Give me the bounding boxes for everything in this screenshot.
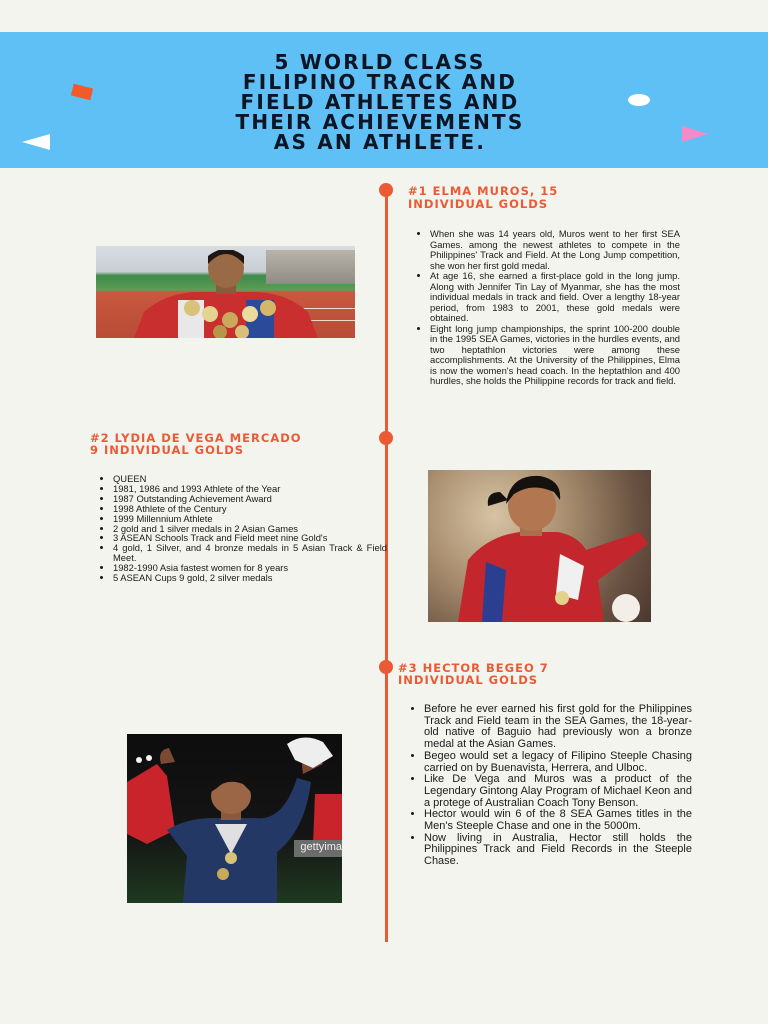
confetti-triangle-icon <box>22 134 50 150</box>
list-item: • Begeo would set a legacy of Filipino Steeple Chasing carried on by Buenavista, Herrera, and Ulboc. <box>424 751 692 774</box>
confetti-triangle-icon <box>682 126 708 142</box>
list-item: • 3 ASEAN Schools Track and Field meet nine Gold's <box>113 533 387 543</box>
title-banner <box>0 32 768 168</box>
list-item: • 5 ASEAN Cups 9 gold, 2 silver medals <box>113 573 387 583</box>
list-item: • Before he ever earned his first gold for the Philippines Track and Field team in the SEA Games, the 18-year-old native of Baguio had previously won a bronze medal at the Asian Games. <box>424 704 692 751</box>
list-item: • 4 gold, 1 Silver, and 4 bronze medals in 5 Asian Track & Field Meet. <box>113 543 387 563</box>
athlete-bullets-lydia-de-vega <box>97 474 387 583</box>
celebrating-athlete-icon <box>127 734 342 903</box>
list-item: • QUEEN <box>113 474 387 484</box>
list-item: • When she was 14 years old, Muros went to her first SEA Games. among the newest athletes to compete in the Philippines' Track and Field. At the Long Jump competition, she won her first gold medal. <box>430 229 680 271</box>
athlete-bullets-elma-muros <box>414 229 680 387</box>
list-item: • Now living in Australia, Hector still holds the Philippines Track and Field Records in the Steeple Chase. <box>424 833 692 868</box>
athlete-heading-lydia-de-vega: #2 LYDIA DE VEGA MERCADO 9 INDIVIDUAL GOLDS <box>90 431 302 457</box>
athlete-heading-hector-begeo: #3 HECTOR BEGEO 7 INDIVIDUAL GOLDS <box>398 661 549 687</box>
smiling-athlete-icon <box>428 470 651 622</box>
photo-hector-begeo <box>127 734 342 903</box>
list-item: • 1982-1990 Asia fastest women for 8 years <box>113 563 387 573</box>
list-item: • Eight long jump championships, the sprint 100-200 double in the 1995 SEA Games, victories in the hurdles events, and two heptathlon victories were among these accomplishments. At the University of the Philippines, Elma is now the women's head coach. In the heptathlon and 400 hurdles, she holds the Philippine records for track and field. <box>430 324 680 387</box>
list-item: • At age 16, she earned a first-place gold in the long jump. Along with Jennifer Tin Lay of Myanmar, she has the most individual medals in track and field. Over a lengthy 18-year period, from 1983 to 2001, these gold medals were obtained. <box>430 271 680 324</box>
photo-lydia-de-vega <box>428 470 651 622</box>
athlete-bullets-hector-begeo <box>408 704 692 868</box>
timeline-dot <box>379 431 393 445</box>
list-item: • 1987 Outstanding Achievement Award <box>113 494 387 504</box>
timeline-dot <box>379 183 393 197</box>
list-item: • 1981, 1986 and 1993 Athlete of the Year <box>113 484 387 494</box>
photo-elma-muros <box>96 246 355 338</box>
list-item: • Like De Vega and Muros was a product of the Legendary Gintong Alay Program of Michael Keon and a protege of Australian Coach Tony Benson. <box>424 774 692 809</box>
list-item: • 1998 Athlete of the Century <box>113 504 387 514</box>
photo-watermark: gettyima <box>294 840 342 857</box>
list-item: • 2 gold and 1 silver medals in 2 Asian Games <box>113 524 387 534</box>
confetti-square-icon <box>71 84 93 100</box>
list-item: • Hector would win 6 of the 8 SEA Games titles in the Men's Steeple Chase and one in the 5000m. <box>424 809 692 832</box>
timeline-dot <box>379 660 393 674</box>
athlete-with-medals-icon <box>134 250 318 338</box>
athlete-heading-elma-muros: #1 ELMA MUROS, 15 INDIVIDUAL GOLDS <box>408 184 559 211</box>
page-title: 5 WORLD CLASS FILIPINO TRACK AND FIELD ATHLETES AND THEIR ACHIEVEMENTS AS AN ATHLETE. <box>235 50 525 154</box>
list-item: • 1999 Millennium Athlete <box>113 514 387 524</box>
